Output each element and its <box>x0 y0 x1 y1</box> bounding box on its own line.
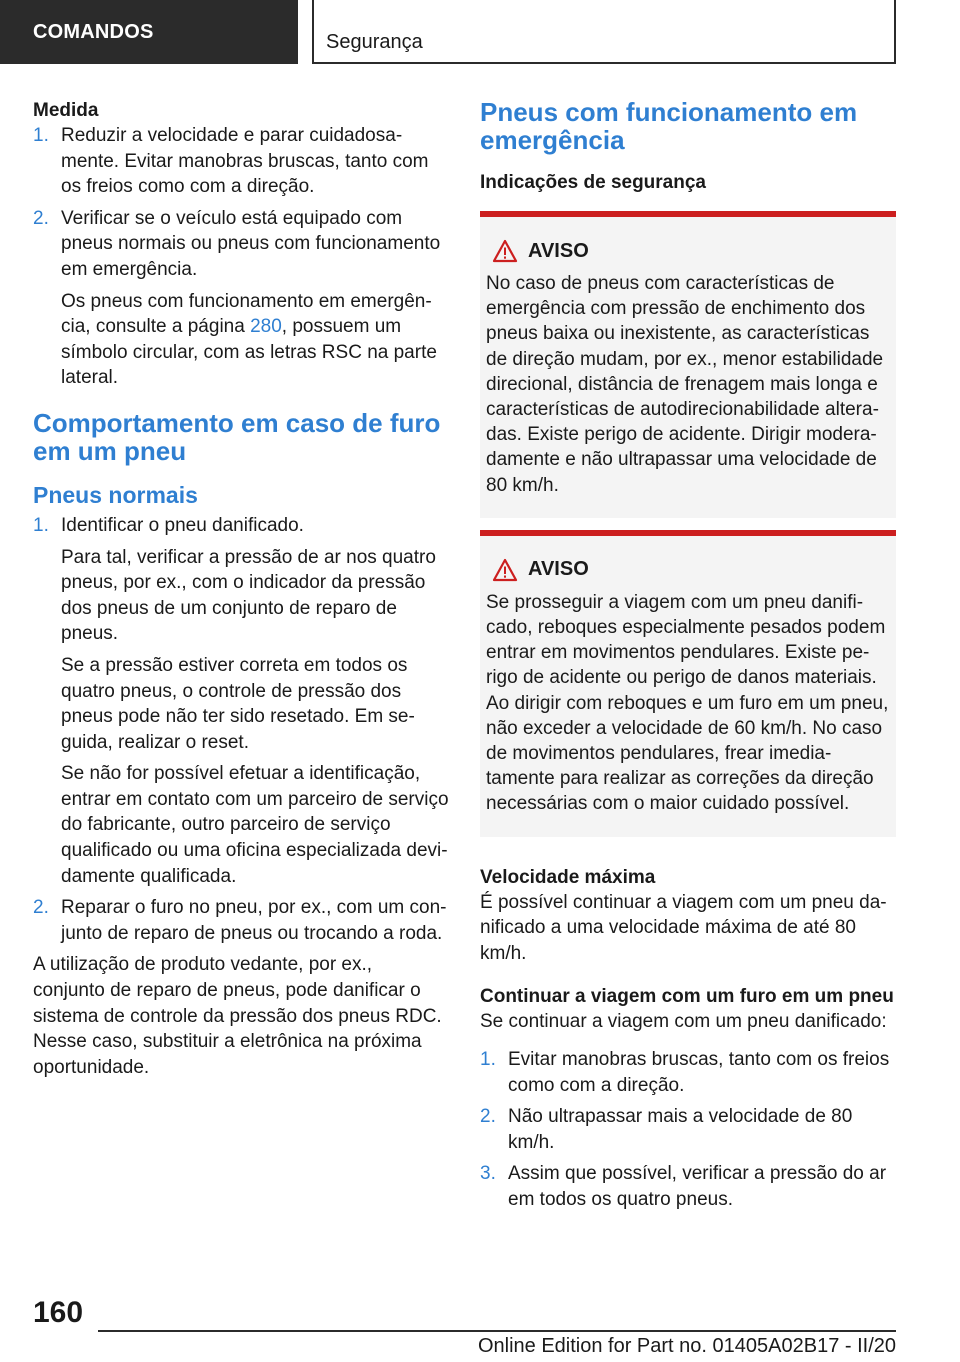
list-item <box>480 1161 896 1218</box>
list-number: 2. <box>33 897 49 919</box>
list-number: 1. <box>33 514 49 536</box>
list-item <box>480 1047 896 1104</box>
section-heading: Comportamento em caso de furo em um pneu <box>33 407 441 466</box>
warning-box <box>480 211 896 518</box>
left-column <box>33 98 449 1086</box>
warning-label: AVISO <box>528 239 589 262</box>
list-text: Reparar o furo no pneu, por ex., com um conjunto de reparo de pneus ou trocando a roda. <box>61 897 447 944</box>
medida-heading: Medida <box>33 100 99 121</box>
list-item <box>480 1104 896 1161</box>
list-item <box>33 513 449 895</box>
list-text: Evitar manobras bruscas, tanto com os freios como com a direção. <box>508 1049 890 1096</box>
chapter-title: Segurança <box>312 0 896 64</box>
warning-icon <box>492 558 518 582</box>
continue-heading: Continuar a viagem com um furo em um pneu <box>480 986 894 1008</box>
page-number: 160 <box>33 1296 84 1329</box>
list-text: Não ultrapassar mais a velocidade de 80 km/h. <box>508 1106 853 1153</box>
list-text: Se não for possível efetuar a identificação, entrar em contato com um parceiro de serviço do fabricante, outro parceiro de serviço qualificado ou uma oficina especializada devidamente qualificada. <box>61 763 449 887</box>
list-text: Se a pressão estiver correta em todos os quatro pneus, o controle de pressão dos pneus pode não ter sido resetado. Em seguida, realizar o reset. <box>61 654 415 753</box>
subsection-heading: Pneus normais <box>33 481 198 508</box>
list-text: Reduzir a velocidade e parar cuidadosamente. Evitar manobras bruscas, tanto com os freios como com a direção. <box>61 125 429 198</box>
warning-text: No caso de pneus com características de emergência com pressão de enchimento dos pneus baixa ou inexistente, as características de direção mudam, por ex., menor estabilidade direcional, distância de frenagem mais longa e características de autodirecionabilidade alteradas. Existe perigo de acidente. Dirigir moderadamente e não ultrapassar uma velocidade de 80 km/h. <box>486 273 884 496</box>
list-number: 1. <box>33 125 49 146</box>
continue-intro: Se continuar a viagem com um pneu danificado: <box>480 1011 887 1033</box>
list-text: Verificar se o veículo está equipado com pneus normais ou pneus com funcionamento em emergência. <box>61 207 441 280</box>
list-number: 1. <box>480 1049 496 1071</box>
list-item <box>33 895 449 952</box>
section-heading: Pneus com funcionamento em emergência <box>480 97 858 155</box>
list-number: 2. <box>33 207 49 229</box>
footer-edition: Online Edition for Part no. 01405A02B17 - II/20 <box>477 1335 896 1357</box>
warning-icon <box>492 239 518 263</box>
warning-label: AVISO <box>528 558 589 581</box>
closing-paragraph: A utilização de produto vedante, por ex., conjunto de reparo de pneus, pode danificar o sistema de controle da pressão dos pneus RDC. Nesse caso, substituir a eletrônica na próxima oportunidade. <box>33 954 442 1078</box>
list-text: Os pneus com funcionamento em emergência, consulte a página 280, possuem um símbolo circular, com as letras RSC na parte lateral. <box>61 290 437 389</box>
list-item <box>33 123 449 206</box>
list-text: Identificar o pneu danificado. <box>61 514 304 536</box>
list-number: 2. <box>480 1106 496 1128</box>
warning-text: Se prosseguir a viagem com um pneu danificado, reboques especialmente pesados podem entrar em movimentos pendulares. Existe perigo de acidente ou perigo de danos materiais. Ao dirigir com reboques e um furo em um pneu, não exceder a velocidade de 60 km/h. No caso de movimentos pendulares, frear imediatamente para realizar as correções da direção necessárias com o maior cuidado possível. <box>486 591 889 815</box>
list-number: 3. <box>480 1163 496 1185</box>
safety-heading: Indicações de segurança <box>480 172 706 193</box>
right-column <box>480 98 896 1219</box>
max-speed-heading: Velocidade máxima <box>480 866 656 888</box>
list-text: Assim que possível, verificar a pressão do ar em todos os quatro pneus. <box>508 1163 887 1210</box>
list-item <box>33 206 449 397</box>
max-speed-text: É possível continuar a viagem com um pneu danificado a uma velocidade máxima de até 80 km/h. <box>480 891 887 964</box>
section-tab: COMANDOS <box>0 0 298 64</box>
page-link[interactable]: 280 <box>250 316 282 338</box>
list-text: Para tal, verificar a pressão de ar nos quatro pneus, por ex., com o indicador da pressão dos pneus de um conjunto de reparo de pneus. <box>61 546 436 645</box>
warning-box <box>480 530 896 837</box>
